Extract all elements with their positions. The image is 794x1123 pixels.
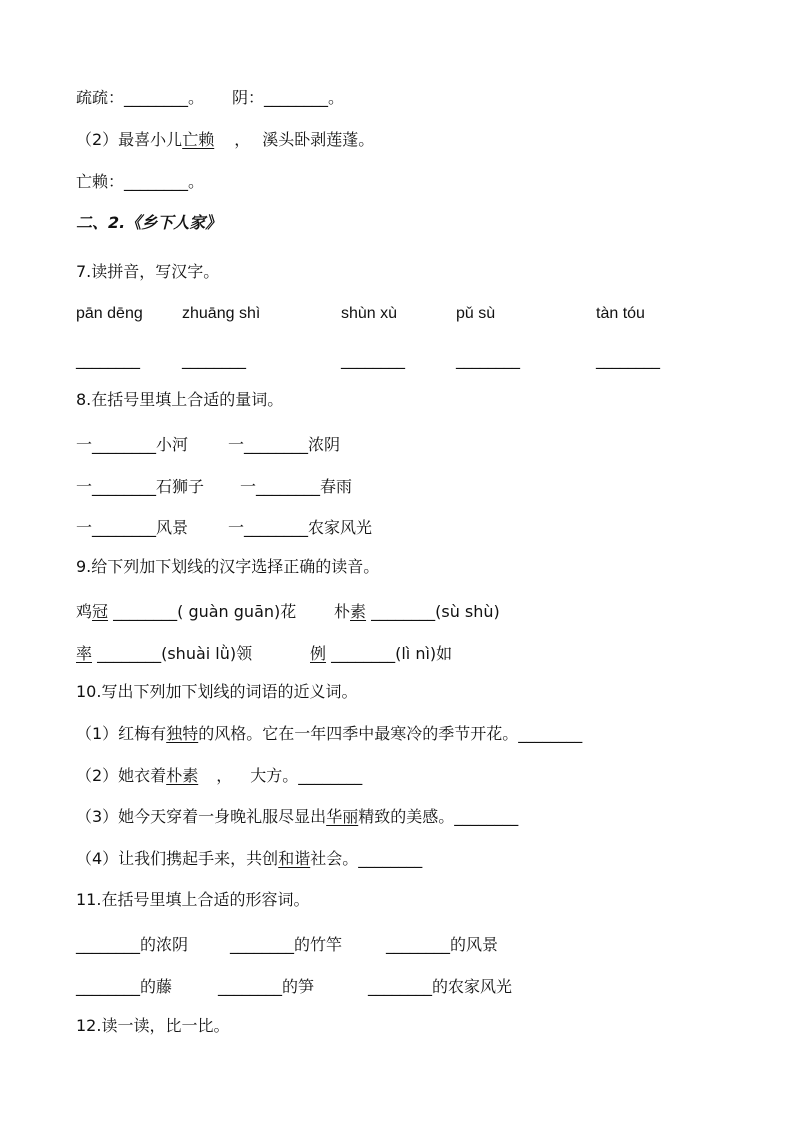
pinyin-5: tàn tóu xyxy=(596,305,645,322)
q11-item[interactable]: ________的藤 xyxy=(76,977,173,996)
pinyin-4: pǔ sù xyxy=(456,305,496,322)
q8-item[interactable]: 一________浓阴 xyxy=(228,435,341,454)
q10-sentence-1[interactable]: （1）红梅有独特的风格。它在一年四季中最寒冷的季节开花。________ xyxy=(76,724,583,743)
q11-item[interactable]: ________的风景 xyxy=(386,935,499,954)
q10-title: 10.写出下列加下划线的词语的近义词。 xyxy=(76,682,358,701)
q9-item-3[interactable]: 率 ________(shuài lǜ)领 xyxy=(76,644,253,663)
q10-sentence-4[interactable]: （4）让我们携起手来，共创和谐社会。________ xyxy=(76,849,423,868)
answer-blank[interactable]: ________ xyxy=(182,350,246,369)
q9-item-1[interactable]: 鸡冠 ________( guàn guān)花 xyxy=(76,602,297,621)
intro-line-3: 亡赖：________。 xyxy=(76,172,205,191)
q11-item[interactable]: ________的竹竿 xyxy=(230,935,343,954)
q11-item[interactable]: ________的浓阴 xyxy=(76,935,189,954)
answer-blank[interactable]: ________ xyxy=(76,350,140,369)
intro-line-2: （2）最喜小儿亡赖 ， 溪头卧剥莲蓬。 xyxy=(76,130,375,149)
underlined-word: 亡赖 xyxy=(182,130,215,149)
q8-item[interactable]: 一________风景 xyxy=(76,518,189,537)
q11-item[interactable]: ________的笋 xyxy=(218,977,315,996)
answer-blank[interactable]: ________ xyxy=(456,350,520,369)
q11-item[interactable]: ________的农家风光 xyxy=(368,977,513,996)
q8-title: 8.在括号里填上合适的量词。 xyxy=(76,390,284,409)
q7-title: 7.读拼音，写汉字。 xyxy=(76,262,220,281)
q9-item-4[interactable]: 例 ________(lì nì)如 xyxy=(310,644,453,663)
pinyin-2: zhuāng shì xyxy=(182,305,261,322)
q8-item[interactable]: 一________小河 xyxy=(76,435,189,454)
answer-blank[interactable]: ________ xyxy=(596,350,660,369)
q9-title: 9.给下列加下划线的汉字选择正确的读音。 xyxy=(76,557,380,576)
intro-line-1 xyxy=(76,88,344,108)
q10-sentence-2[interactable]: （2）她衣着朴素 ， 大方。________ xyxy=(76,766,363,785)
q11-title: 11.在括号里填上合适的形容词。 xyxy=(76,890,310,909)
intro-shushu: 疏疏：________。 xyxy=(76,88,205,107)
q9-item-2[interactable]: 朴素 ________(sù shù) xyxy=(334,602,500,621)
q12-title: 12.读一读，比一比。 xyxy=(76,1016,230,1035)
q8-item[interactable]: 一________农家风光 xyxy=(228,518,373,537)
intro-yin: 阴：________。 xyxy=(232,88,345,107)
section-title: 二、2.《乡下人家》 xyxy=(76,213,222,232)
q10-sentence-3[interactable]: （3）她今天穿着一身晚礼服尽显出华丽精致的美感。________ xyxy=(76,807,519,826)
q8-item[interactable]: 一________石狮子 xyxy=(76,477,205,496)
pinyin-1: pān dēng xyxy=(76,305,143,322)
pinyin-3: shùn xù xyxy=(341,305,398,322)
answer-blank[interactable]: ________ xyxy=(341,350,405,369)
q8-item[interactable]: 一________春雨 xyxy=(240,477,353,496)
